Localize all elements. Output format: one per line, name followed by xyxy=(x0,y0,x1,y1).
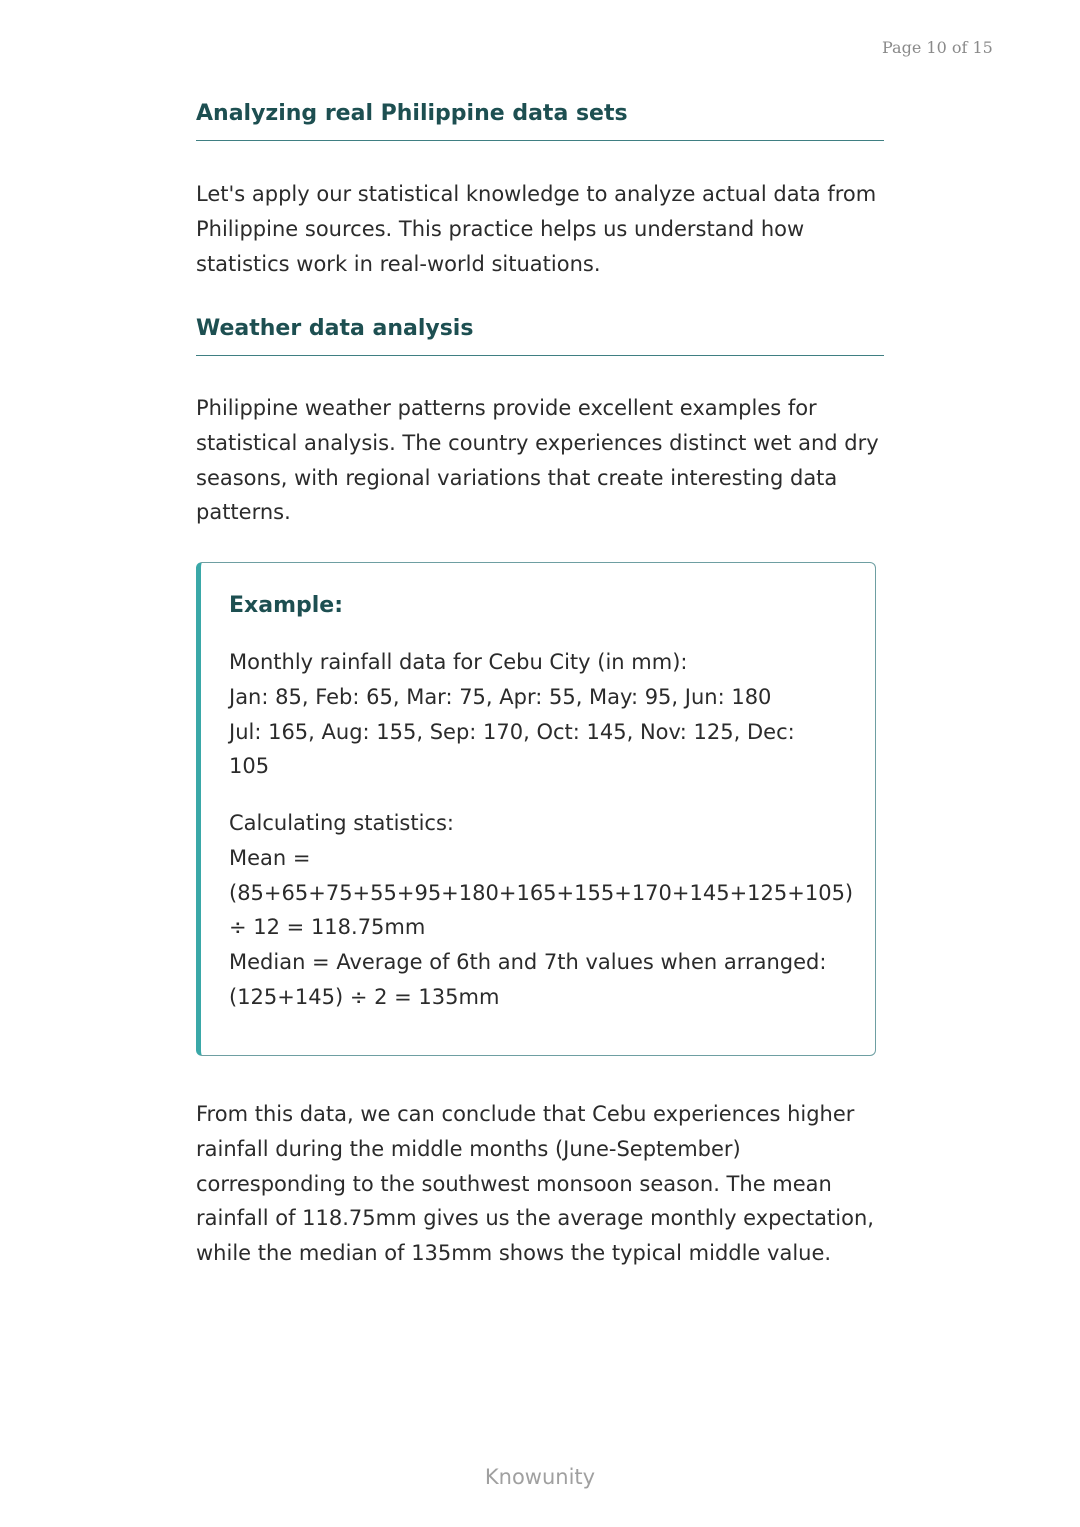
section-heading-analyzing: Analyzing real Philippine data sets xyxy=(196,100,884,141)
rainfall-data-line-1: Jan: 85, Feb: 65, Mar: 75, Apr: 55, May: 95, Jun: 180 xyxy=(229,684,772,709)
calculation-heading: Calculating statistics: xyxy=(229,811,454,835)
weather-paragraph: Philippine weather patterns provide excellent examples for statistical analysis. The country experiences distinct wet and dry seasons, with regional variations that create interesting data patterns. xyxy=(196,396,879,525)
rainfall-data-intro: Monthly rainfall data for Cebu City (in mm): xyxy=(229,650,688,674)
conclusion-paragraph: From this data, we can conclude that Cebu experiences higher rainfall during the middle months (June-September) corresponding to the southwest monsoon season. The mean rainfall of 118.75mm gives us the average monthly expectation, while the median of 135mm shows the typical middle value. xyxy=(196,1102,874,1266)
example-box xyxy=(196,562,876,1056)
mean-expression: (85+65+75+55+95+180+165+155+170+145+125+105) xyxy=(229,880,854,905)
mean-result: ÷ 12 = 118.75mm xyxy=(229,915,426,940)
example-title: Example: xyxy=(229,593,343,618)
intro-paragraph: Let's apply our statistical knowledge to analyze actual data from Philippine sources. This practice helps us understand how statistics work in real-world situations. xyxy=(196,182,877,276)
section-heading-weather: Weather data analysis xyxy=(196,315,884,356)
rainfall-data-line-3: 105 xyxy=(229,754,270,779)
rainfall-data xyxy=(229,645,879,784)
page-number: Page 10 of 15 xyxy=(882,38,993,57)
rainfall-data-line-2: Jul: 165, Aug: 155, Sep: 170, Oct: 145, Nov: 125, Dec: xyxy=(229,719,795,744)
mean-label: Mean = xyxy=(229,845,311,870)
footer-brand: Knowunity xyxy=(484,1465,596,1489)
median-result: (125+145) ÷ 2 = 135mm xyxy=(229,984,500,1009)
statistics-calculation xyxy=(229,806,879,1015)
median-label: Median = Average of 6th and 7th values when arranged: xyxy=(229,950,827,975)
